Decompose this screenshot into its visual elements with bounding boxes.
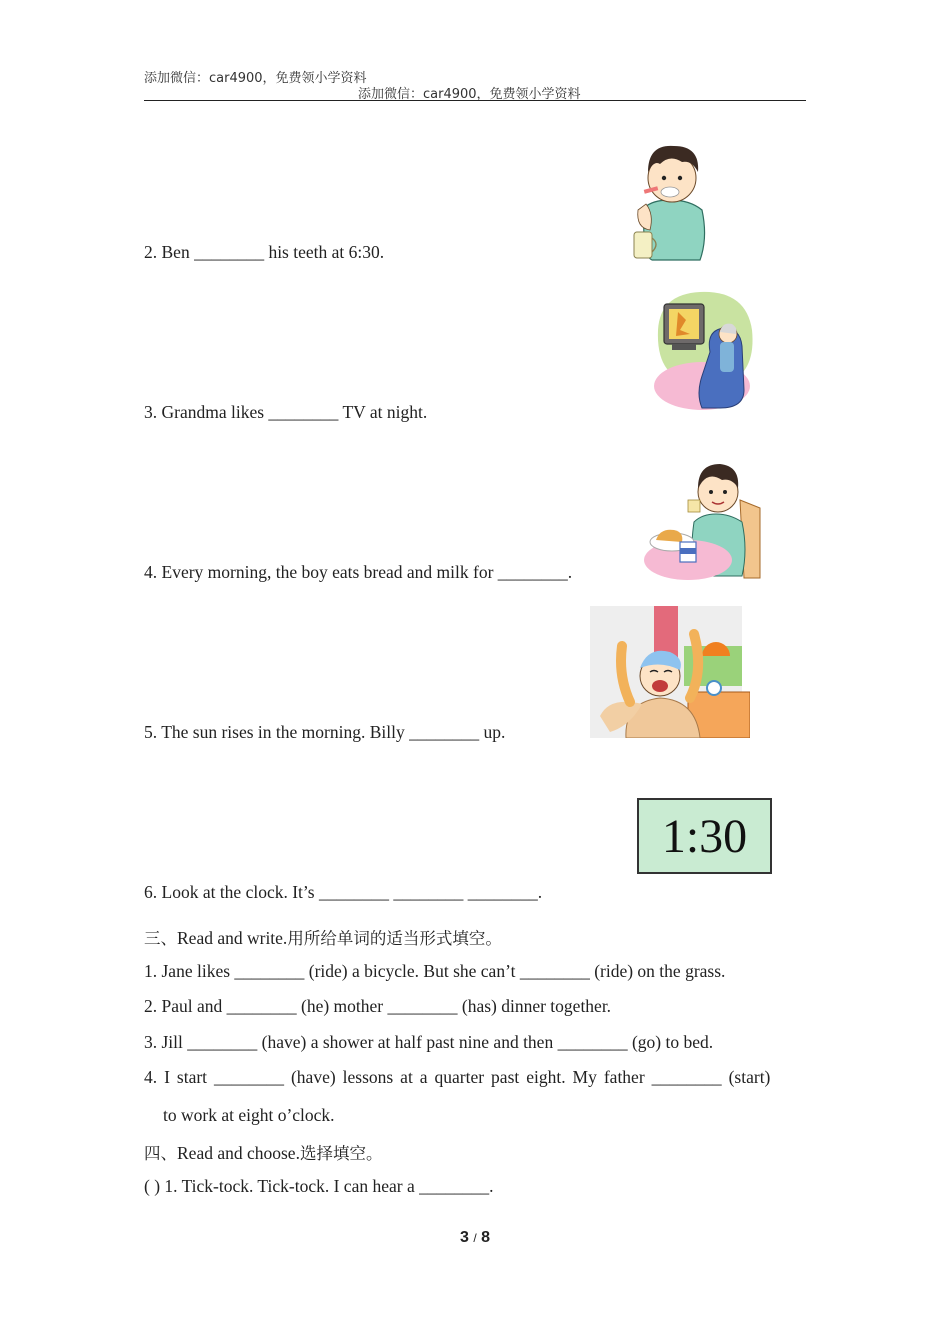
question-text: Ben ________ his teeth at 6:30.: [161, 242, 385, 262]
question-text: Grandma likes ________ TV at night.: [161, 402, 428, 422]
header-rule: [144, 100, 806, 101]
question-3: [144, 402, 427, 423]
boy-waking-up-illustration: [590, 606, 750, 738]
header-watermark-1: 添加微信：car4900，免费领小学资料: [144, 71, 367, 86]
question-number: 3.: [144, 402, 158, 422]
section-3-heading: [144, 925, 502, 949]
digital-clock: [637, 798, 772, 874]
question-5: [144, 722, 505, 743]
header-watermark-2: 添加微信：car4900，免费领小学资料: [358, 87, 581, 102]
boy-eating-breakfast-illustration: [644, 460, 764, 582]
section-3-item-3: 3. Jill ________ (have) a shower at half past nine and then ________ (go) to bed.: [144, 1032, 714, 1052]
section-4-number: 四、: [144, 1144, 177, 1163]
question-2: [144, 242, 384, 263]
section-4-title-en: Read and choose.: [177, 1143, 300, 1163]
current-page: 3: [459, 1229, 469, 1246]
section-4-heading: [144, 1140, 382, 1164]
section-3-item-2: 2. Paul and ________ (he) mother ________ (has) dinner together.: [144, 996, 612, 1016]
question-number: 5.: [144, 722, 158, 742]
clock-time: 1:30: [661, 809, 748, 863]
section-3-item-4-continued: to work at eight o’clock.: [163, 1105, 335, 1125]
total-pages: 8: [481, 1229, 491, 1246]
question-text: The sun rises in the morning. Billy ________ up.: [161, 722, 506, 742]
section-3-number: 三、: [144, 929, 177, 948]
section-3-title-cn: 用所给单词的适当形式填空。: [287, 929, 502, 948]
question-number: 6.: [144, 882, 158, 902]
section-4-title-cn: 选择填空。: [299, 1144, 383, 1163]
question-number: 2.: [144, 242, 158, 262]
page-number: [0, 1229, 950, 1247]
question-4: [144, 562, 572, 583]
page-separator: /: [473, 1231, 477, 1245]
grandma-watching-tv-illustration: [650, 290, 756, 414]
question-text: Every morning, the boy eats bread and milk for ________.: [161, 562, 573, 582]
section-4-item-1: ( ) 1. Tick-tock. Tick-tock. I can hear a ________.: [144, 1176, 494, 1196]
section-3-title-en: Read and write.: [177, 928, 288, 948]
section-3-item-1: 1. Jane likes ________ (ride) a bicycle. But she can’t ________ (ride) on the grass.: [144, 961, 726, 981]
section-3-item-4: 4. I start ________ (have) lessons at a quarter past eight. My father ________ (start): [144, 1067, 771, 1087]
boy-brushing-teeth-illustration: [630, 138, 710, 262]
question-6: [144, 882, 542, 903]
question-number: 4.: [144, 562, 158, 582]
question-text: Look at the clock. It’s ________ ________ ________.: [161, 882, 543, 902]
